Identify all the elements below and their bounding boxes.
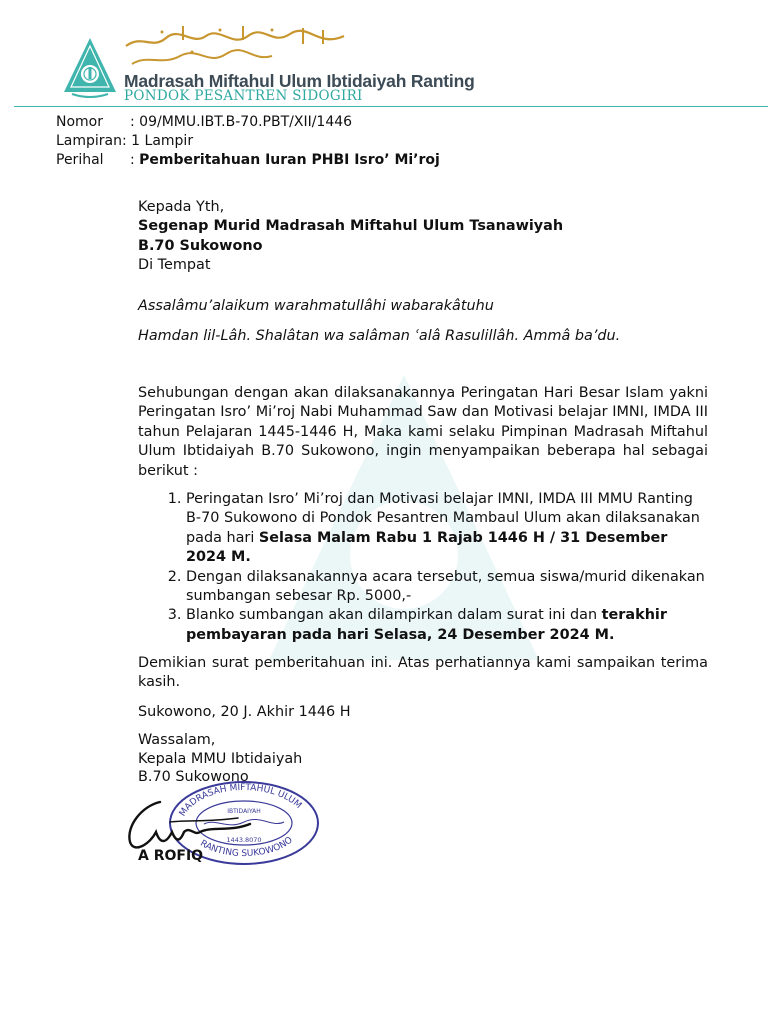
school-name: Madrasah Miftahul Ulum Ibtidaiyah Ranting <box>124 71 475 91</box>
perihal-row <box>56 151 440 170</box>
list-item <box>186 606 708 645</box>
list-item <box>186 490 708 568</box>
nomor-row <box>56 113 440 132</box>
signature-block <box>138 731 708 787</box>
stamp-code: 1443.8070 <box>226 836 262 844</box>
signer-unit: B.70 Sukowono <box>138 769 249 785</box>
recipient-line2: B.70 Sukowono <box>138 237 263 254</box>
letter-meta <box>56 113 440 170</box>
greeting: Assalâmu’alaikum warahmatullâhi wabarakâtuhu <box>138 298 494 314</box>
pondok-name: PONDOK PESANTREN SIDOGIRI <box>124 88 363 104</box>
wassalam: Wassalam, <box>138 732 216 748</box>
item-text: Blanko sumbangan akan dilampirkan dalam surat ini dan <box>186 607 602 624</box>
item-text: Peringatan Isro’ Mi’roj dan Motivasi belajar IMNI, IMDA III MMU Ranting B-70 Sukowono di Pondok Pesantren Mambaul Ulum akan dilaksanakan pada hari <box>186 491 700 546</box>
perihal-label: Perihal <box>56 152 104 168</box>
list-item <box>186 568 708 607</box>
item-bold: Selasa Malam Rabu 1 Rajab 1446 H / 31 Desember 2024 M. <box>186 529 668 566</box>
perihal-colon: : <box>130 152 140 168</box>
stamp-sub-text: IBTIDAIYAH <box>227 808 261 815</box>
address-place: Di Tempat <box>138 257 211 274</box>
address-block <box>138 198 708 276</box>
nomor-label: Nomor <box>56 114 103 130</box>
school-logo-icon <box>62 36 118 98</box>
arabic-header-calligraphy <box>122 26 348 70</box>
stamp-bottom-text: RANTING SUKOWONO <box>198 835 295 860</box>
stamp-top-text: MADRASAH MIFTAHUL ULUM <box>177 782 304 819</box>
item-bold: terakhir pembayaran pada hari Selasa, 24 Desember 2024 M. <box>186 607 667 643</box>
paragraph-intro: Sehubungan dengan akan dilaksanakannya Peringatan Hari Besar Islam yakni Peringatan Isro’ Mi’roj Nabi Muhammad Saw dan Motivasi belajar IMNI, IMDA III tahun Pelajaran 1445-1446 H, Maka kami selaku Pimpinan Madrasah Miftahul Ulum Ibtidaiyah B.70 Sukowono, ingin menyampaikan beberapa hal sebagai berikut : <box>138 385 708 479</box>
handwritten-signature <box>120 792 260 856</box>
letter-date: Sukowono, 20 J. Akhir 1446 H <box>138 704 351 720</box>
perihal-value: Pemberitahuan Iuran PHBI Isro’ Mi’roj <box>139 152 440 168</box>
signer-position: Kepala MMU Ibtidaiyah <box>138 750 303 767</box>
points-list <box>138 490 708 645</box>
item-text: Dengan dilaksanakannya acara tersebut, semua siswa/murid dikenakan sumbangan sebesar Rp. 5000,- <box>186 568 705 605</box>
closing-paragraph: Demikian surat pemberitahuan ini. Atas perhatiannya kami sampaikan terima kasih. <box>138 655 708 691</box>
nomor-value: : 09/MMU.IBT.B-70.PBT/XII/1446 <box>130 114 353 130</box>
lampiran-value: 1 Lampir <box>126 133 194 149</box>
lampiran-row <box>56 132 440 151</box>
address-to: Kepada Yth, <box>138 199 225 215</box>
header-divider <box>14 106 768 107</box>
hamdan-line: Hamdan lil-Lâh. Shalâtan wa salâman ʿalâ Rasulillâh. Ammâ ba’du. <box>138 328 621 344</box>
recipient-line1: Segenap Murid Madrasah Miftahul Ulum Tsanawiyah <box>138 218 564 235</box>
lampiran-label: Lampiran: <box>56 133 127 149</box>
signer-name: A ROFIQ <box>138 848 204 864</box>
